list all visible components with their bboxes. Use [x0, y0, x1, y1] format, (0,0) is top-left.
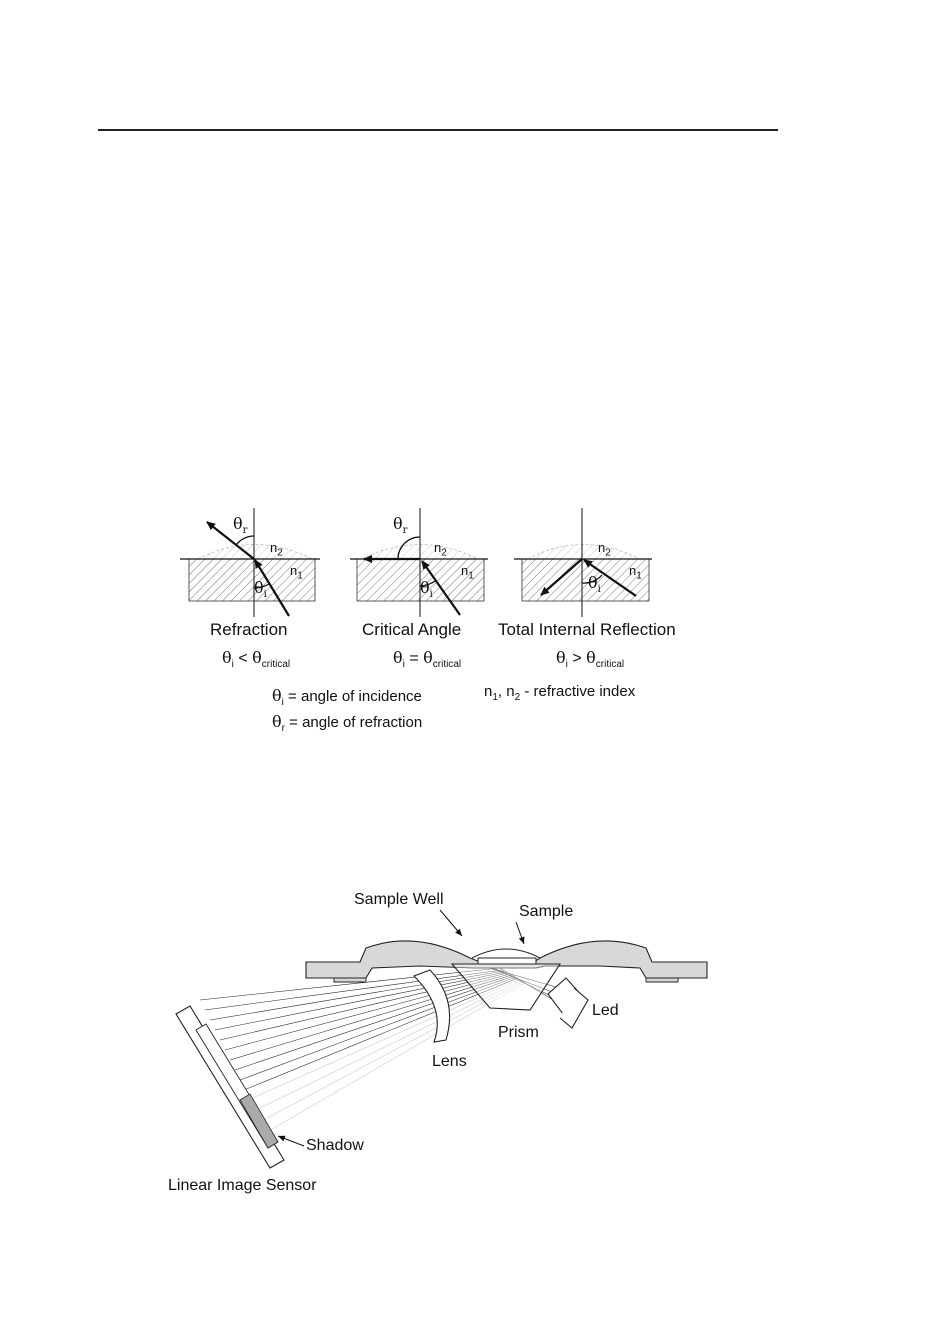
- label-sample-well: Sample Well: [354, 891, 444, 908]
- legend-angle-of-incidence: $\theta_i$ = angle of incidence: [272, 686, 422, 708]
- label-shadow: Shadow: [306, 1137, 364, 1154]
- n1-label-2: $n_1$: [461, 563, 474, 582]
- n2-label-3: $n_2$: [598, 540, 611, 559]
- prism-shape: [452, 964, 560, 1010]
- label-linear-image-sensor: Linear Image Sensor: [168, 1177, 317, 1194]
- relation-total-internal-reflection: $\theta_i > \theta_{critical}$: [556, 648, 625, 671]
- theta-i-label-3: $\theta_i$: [588, 573, 601, 596]
- linear-image-sensor-shape: [176, 1006, 284, 1168]
- relation-refraction: $\theta_i < \theta_{critical}$: [222, 648, 291, 671]
- theta-r-label-2: $\theta_r$: [393, 514, 408, 537]
- theta-i-label-1: $\theta_i$: [254, 578, 267, 601]
- n1-label-1: $n_1$: [290, 563, 303, 582]
- theta-r-label-1: $\theta_r$: [233, 514, 248, 537]
- relation-critical-angle: $\theta_i = \theta_{critical}$: [393, 648, 462, 671]
- n2-label-2: $n_2$: [434, 540, 447, 559]
- theta-i-label-2: $\theta_i$: [420, 578, 433, 601]
- label-lens: Lens: [432, 1053, 467, 1070]
- shadow-rays: [248, 979, 526, 1136]
- caption-critical-angle: Critical Angle: [362, 620, 462, 639]
- n2-label-1: $n_2$: [270, 540, 283, 559]
- legend-refractive-index: $n_1$, $n_2$ - refractive index: [484, 683, 636, 703]
- label-sample: Sample: [519, 903, 574, 920]
- n1-label-3: $n_1$: [629, 563, 642, 582]
- label-led: Led: [592, 1002, 619, 1019]
- caption-total-internal-reflection: Total Internal Reflection: [498, 620, 676, 639]
- light-rays: [200, 968, 518, 1090]
- label-prism: Prism: [498, 1024, 539, 1041]
- led-shape: [548, 978, 588, 1028]
- caption-refraction: Refraction: [210, 620, 288, 639]
- legend-angle-of-refraction: $\theta_r$ = angle of refraction: [272, 712, 423, 734]
